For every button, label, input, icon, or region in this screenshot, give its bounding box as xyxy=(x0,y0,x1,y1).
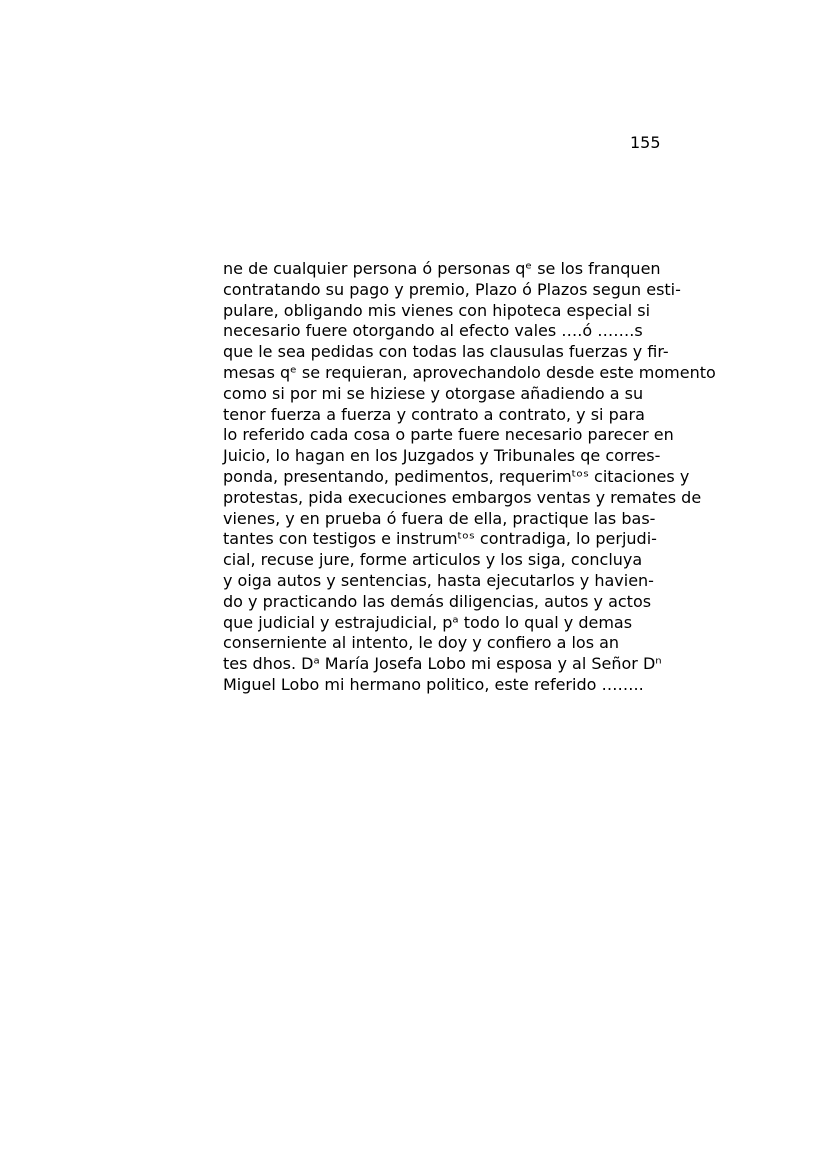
text-line: tenor fuerza a fuerza y contrato a contrato, y si para xyxy=(223,404,645,424)
page-number: 155 xyxy=(630,133,661,152)
text-line: cial, recuse jure, forme articulos y los siga, concluya xyxy=(223,550,643,570)
text-line: pulare, obligando mis vienes con hipoteca especial si xyxy=(223,300,651,320)
text-line: lo referido cada cosa o parte fuere necesario parecer en xyxy=(223,425,674,445)
text-line: que judicial y estrajudicial, pᵃ todo lo qual y demas xyxy=(223,612,633,632)
text-line: tes dhos. Dᵃ María Josefa Lobo mi esposa y al Señor Dⁿ xyxy=(223,654,662,674)
text-line: protestas, pida execuciones embargos ventas y remates de xyxy=(223,487,702,507)
text-line: ponda, presentando, pedimentos, requerimᵗᵒˢ citaciones y xyxy=(223,466,690,486)
text-line: ne de cualquier persona ó personas qᵉ se los franquen xyxy=(223,259,661,278)
text-line: vienes, y en prueba ó fuera de ella, practique las bas- xyxy=(223,508,656,528)
text-line: tantes con testigos e instrumᵗᵒˢ contradiga, lo perjudi- xyxy=(223,529,657,549)
text-line: y oiga autos y sentencias, hasta ejecutarlos y havien- xyxy=(223,570,654,590)
text-line: do y practicando las demás diligencias, autos y actos xyxy=(223,591,652,611)
text-line: conserniente al intento, le doy y confiero a los an xyxy=(223,633,620,653)
text-line: contratando su pago y premio, Plazo ó Plazos segun esti- xyxy=(223,279,681,299)
text-line: como si por mi se hiziese y otorgase añadiendo a su xyxy=(223,383,644,403)
text-line: necesario fuere otorgando al efecto vales ….ó …….s xyxy=(223,321,643,341)
text-line: mesas qᵉ se requieran, aprovechandolo desde este momento xyxy=(223,362,716,382)
text-line: Juicio, lo hagan en los Juzgados y Tribunales qe corres- xyxy=(223,446,661,466)
text-line: que le sea pedidas con todas las clausulas fuerzas y fir- xyxy=(223,342,669,362)
body-text xyxy=(223,259,716,696)
text-line: Miguel Lobo mi hermano politico, este referido …….. xyxy=(223,674,644,694)
